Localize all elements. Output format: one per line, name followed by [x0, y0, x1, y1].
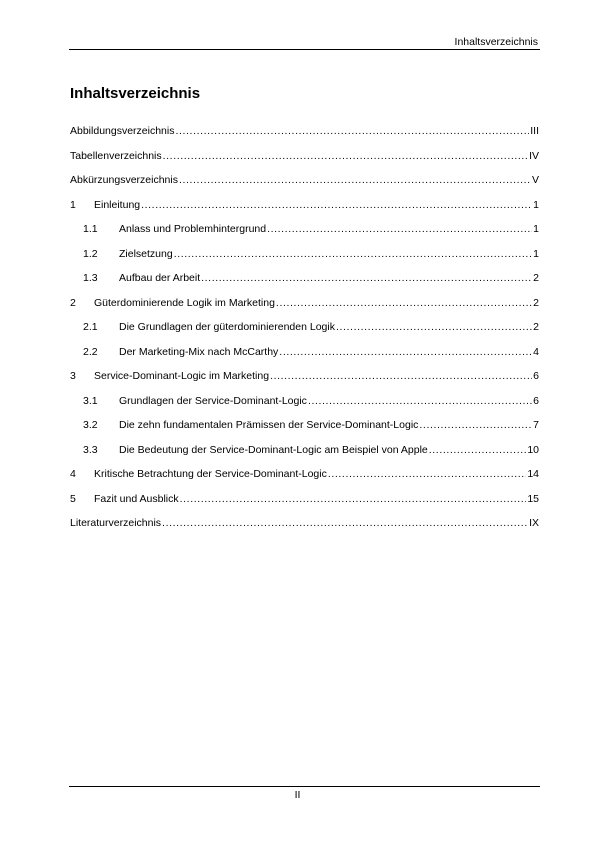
- dot-leader: [270, 369, 532, 383]
- toc-entry-label: Die Bedeutung der Service-Dominant-Logic am Beispiel von Apple: [119, 443, 428, 456]
- dot-leader: [308, 394, 532, 408]
- toc-entry-page: 1: [533, 247, 539, 260]
- toc-entry[interactable]: [70, 516, 539, 541]
- toc-entry-page: 2: [533, 321, 539, 333]
- dot-leader: [141, 198, 532, 212]
- toc-entry-label: Kritische Betrachtung der Service-Dominant-Logic: [94, 468, 327, 480]
- toc-entry-label: Grundlagen der Service-Dominant-Logic: [119, 394, 307, 407]
- toc-entry-number: 3.2: [83, 419, 98, 431]
- dot-leader: [429, 443, 527, 457]
- toc-entry-label: Zielsetzung: [119, 247, 173, 260]
- toc-entry[interactable]: [70, 124, 539, 149]
- dot-leader: [179, 173, 531, 187]
- toc-entry[interactable]: [70, 492, 539, 517]
- toc-entry-label: Service-Dominant-Logic im Marketing: [94, 370, 270, 382]
- toc-entry[interactable]: [70, 271, 539, 296]
- toc-entry-page: 6: [533, 394, 539, 407]
- toc-entry-page: 14: [527, 468, 539, 480]
- toc-entry-page: IV: [529, 149, 539, 162]
- dot-leader: [162, 516, 528, 530]
- toc-entry-number: 3: [70, 370, 76, 382]
- footer-divider: [69, 786, 540, 787]
- toc-entry-page: V: [531, 174, 539, 186]
- toc-entry[interactable]: [70, 345, 539, 370]
- dot-leader: [163, 149, 528, 163]
- toc-entry-page: 2: [533, 296, 539, 309]
- toc-entry-label: Fazit und Ausblick: [94, 492, 179, 505]
- dot-leader: [419, 418, 532, 432]
- toc-entry[interactable]: [70, 222, 539, 247]
- toc-entry-page: 2: [533, 272, 539, 284]
- toc-entry[interactable]: [70, 247, 539, 272]
- toc-entry[interactable]: [70, 418, 539, 443]
- dot-leader: [336, 320, 532, 334]
- toc-entry-label: Die Grundlagen der güterdominierenden Logik: [119, 321, 335, 333]
- dot-leader: [174, 247, 532, 261]
- dot-leader: [276, 296, 532, 310]
- dot-leader: [180, 492, 527, 506]
- toc-entry-number: 1.1: [83, 223, 98, 235]
- toc-entry-label: Literaturverzeichnis: [70, 517, 162, 529]
- toc-entry[interactable]: [70, 296, 539, 321]
- toc-entry-label: Der Marketing-Mix nach McCarthy: [119, 345, 279, 358]
- table-of-contents: [70, 124, 539, 541]
- toc-entry-page: 7: [533, 419, 539, 431]
- toc-entry-number: 2.1: [83, 321, 98, 333]
- header-divider: [69, 49, 540, 50]
- toc-entry[interactable]: [70, 443, 539, 468]
- toc-entry-label: Die zehn fundamentalen Prämissen der Service-Dominant-Logic: [119, 419, 419, 431]
- toc-entry[interactable]: [70, 198, 539, 223]
- toc-entry-label: Tabellenverzeichnis: [70, 149, 162, 162]
- page-title: Inhaltsverzeichnis: [70, 85, 201, 102]
- toc-entry-page: 1: [533, 198, 539, 211]
- toc-entry-page: 4: [533, 345, 539, 358]
- dot-leader: [175, 124, 529, 138]
- toc-entry-label: Abbildungsverzeichnis: [70, 125, 175, 137]
- toc-entry-number: 1.3: [83, 272, 98, 284]
- toc-entry-number: 2.2: [83, 345, 98, 358]
- toc-entry[interactable]: [70, 369, 539, 394]
- toc-entry-page: III: [530, 125, 539, 137]
- toc-entry-label: Abkürzungsverzeichnis: [70, 174, 178, 186]
- toc-entry-label: Güterdominierende Logik im Marketing: [94, 296, 275, 309]
- dot-leader: [328, 467, 526, 481]
- toc-entry-number: 4: [70, 468, 76, 480]
- toc-entry[interactable]: [70, 320, 539, 345]
- toc-entry[interactable]: [70, 467, 539, 492]
- toc-entry-page: 1: [533, 223, 539, 235]
- page-number: II: [294, 789, 301, 801]
- toc-entry-number: 1: [70, 198, 76, 211]
- running-header: Inhaltsverzeichnis: [454, 36, 538, 48]
- toc-entry-number: 2: [70, 296, 76, 309]
- toc-entry-page: 10: [527, 443, 539, 456]
- toc-entry-page: IX: [529, 517, 539, 529]
- toc-entry-number: 5: [70, 492, 76, 505]
- toc-entry[interactable]: [70, 394, 539, 419]
- dot-leader: [201, 271, 532, 285]
- toc-entry-label: Anlass und Problemhintergrund: [119, 223, 267, 235]
- toc-entry-label: Einleitung: [94, 198, 141, 211]
- toc-entry-label: Aufbau der Arbeit: [119, 272, 201, 284]
- toc-entry-number: 1.2: [83, 247, 98, 260]
- toc-entry-page: 15: [527, 492, 539, 505]
- dot-leader: [267, 222, 532, 236]
- dot-leader: [279, 345, 532, 359]
- toc-entry[interactable]: [70, 149, 539, 174]
- toc-entry-page: 6: [533, 370, 539, 382]
- toc-entry-number: 3.1: [83, 394, 98, 407]
- toc-entry-number: 3.3: [83, 443, 98, 456]
- toc-entry[interactable]: [70, 173, 539, 198]
